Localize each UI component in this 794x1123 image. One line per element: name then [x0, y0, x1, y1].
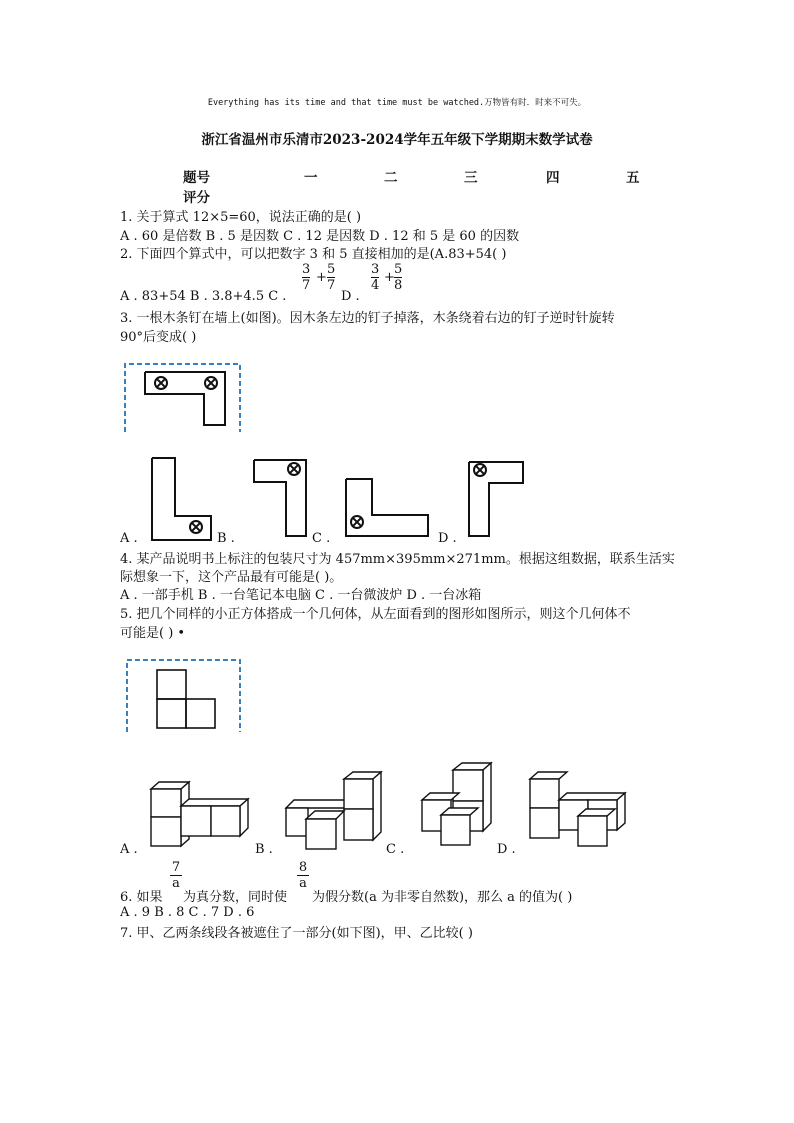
q5-label-a: A .	[120, 842, 138, 857]
q4-stem-line1: 4. 某产品说明书上标注的包装尺寸为 457mm×395mm×271mm。根据这组数据，联系生活实	[120, 552, 675, 567]
q3-label-a: A .	[120, 531, 138, 546]
q6-stem-part2: 为真分数，同时使	[183, 890, 288, 905]
q3-label-b: B .	[217, 531, 235, 546]
q3-stem-line2: 90°后变成( )	[120, 330, 197, 345]
score-col-5: 五	[626, 170, 640, 186]
q6-fraction-1: $\frac{7}{a}$	[171, 860, 181, 891]
q2-d-fraction-1: $\frac{3}{4}$	[371, 262, 380, 293]
page-title: 浙江省温州市乐清市2023-2024学年五年级下学期期末数学试卷	[201, 132, 593, 148]
motto-line: Everything has its time and that time must be watched.万物皆有时．时来不可失。	[207, 98, 587, 108]
q5-label-b: B .	[255, 842, 273, 857]
q4-options: A . 一部手机 B . 一台笔记本电脑 C . 一台微波炉 D . 一台冰箱	[120, 588, 482, 603]
q6-options: A . 9 B . 8 C . 7 D . 6	[120, 905, 255, 920]
q3-label-c: C .	[312, 531, 331, 546]
q5-label-d: D .	[497, 842, 516, 857]
score-col-4: 四	[546, 170, 560, 186]
q5-stem-line1: 5. 把几个同样的小正方体搭成一个几何体，从左面看到的图形如图所示，则这个几何体不	[120, 607, 631, 622]
score-col-1: 一	[304, 170, 318, 186]
q2-d-fraction-2: $\frac{5}{8}$	[394, 262, 403, 293]
q1-stem: 1. 关于算式 12×5=60，说法正确的是( )	[120, 210, 362, 225]
q2-stem: 2. 下面四个算式中，可以把数字 3 和 5 直接相加的是(A.83+54( )	[120, 247, 507, 262]
q6-fraction-2: $\frac{8}{a}$	[298, 860, 308, 891]
q2-c-fraction-1: $\frac{3}{7}$	[302, 262, 311, 293]
score-table-col-label: 题号	[183, 170, 210, 186]
q2-label-d: D .	[341, 289, 360, 304]
q3-stem-line1: 3. 一根木条钉在墙上(如图)。因木条左边的钉子掉落，木条绕着右边的钉子逆时针旋转	[120, 311, 615, 326]
q2-d-plus: +	[384, 270, 395, 285]
q5-label-c: C .	[386, 842, 405, 857]
score-col-3: 三	[464, 170, 478, 186]
q5-stem-line2: 可能是( ) •	[120, 626, 186, 641]
score-table-row-label: 评分	[183, 190, 210, 206]
q7-stem: 7. 甲、乙两条线段各被遮住了一部分(如下图)，甲、乙比较( )	[120, 926, 473, 941]
q3-label-d: D .	[438, 531, 457, 546]
q1-options: A . 60 是倍数 B . 5 是因数 C . 12 是因数 D . 12 和 5 是 60 的因数	[120, 229, 520, 244]
q2-options-ab: A . 83+54 B . 3.8+4.5 C .	[120, 289, 287, 304]
q2-c-fraction-2: $\frac{5}{7}$	[327, 262, 336, 293]
q6-stem-part1: 6. 如果	[120, 890, 163, 905]
score-col-2: 二	[384, 170, 398, 186]
q6-stem-part3: 为假分数(a 为非零自然数)，那么 a 的值为( )	[312, 890, 573, 905]
q4-stem-line2: 际想象一下，这个产品最有可能是( )。	[120, 570, 343, 585]
q2-c-plus: +	[316, 270, 327, 285]
